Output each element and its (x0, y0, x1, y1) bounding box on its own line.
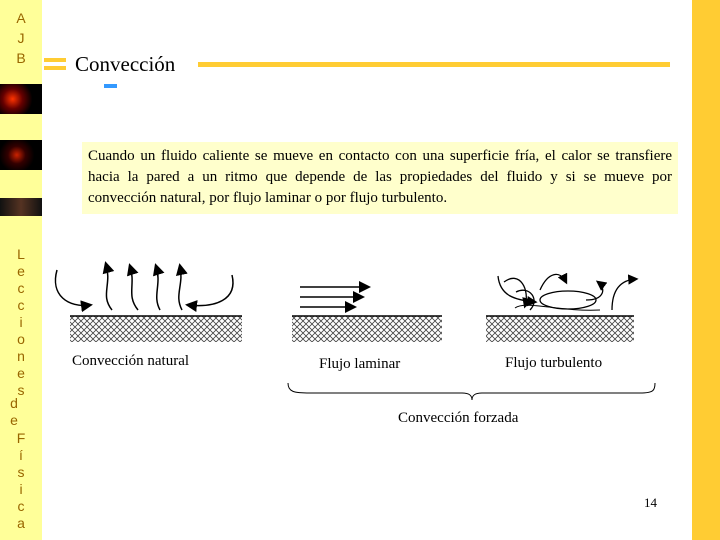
description-paragraph: Cuando un fluido caliente se mueve en contacto con una superficie fría, el calor se transfiere hacia la pared a un ritmo que depende de las propiedades del fluido y si se mueve por convección natural, por flujo laminar o por flujo turbulento. (82, 142, 678, 214)
laminar-flow-figure (292, 287, 442, 342)
sidebar-letter-b: B (16, 50, 26, 66)
turbulent-flow-label: Flujo turbulento (505, 355, 603, 371)
sidebar-vertical-letter: i (19, 314, 23, 330)
turbulent-flow-figure (486, 274, 636, 342)
sidebar-vertical-letter: o (17, 331, 25, 347)
sidebar-letter-j: J (17, 30, 25, 46)
forced-convection-label: Convección forzada (398, 410, 519, 426)
laminar-flow-label: Flujo laminar (319, 356, 401, 372)
natural-convection-figure (55, 264, 242, 342)
sidebar-vertical-letter: e (17, 365, 25, 381)
forced-convection-brace (288, 383, 655, 400)
sidebar-vertical-letter: c (17, 280, 25, 296)
sidebar-vertical-letter: c (17, 498, 25, 514)
sidebar-vertical-letter: F (16, 430, 26, 446)
sidebar-vertical-letter: c (17, 297, 25, 313)
sidebar-vertical-letter: s (17, 464, 25, 480)
natural-convection-label: Convección natural (72, 353, 190, 369)
sidebar-vertical-letter: e (17, 263, 25, 279)
sidebar-letter-a: A (16, 10, 26, 26)
page-number: 14 (644, 495, 657, 510)
sidebar-vertical-letter: n (17, 348, 25, 364)
sidebar-vertical-letter: d (10, 395, 18, 411)
sidebar-vertical-letter: i (19, 481, 23, 497)
sidebar-vertical-letter: e (10, 412, 18, 428)
sidebar-vertical-letter: a (17, 515, 25, 531)
sidebar-vertical-letter: L (17, 246, 25, 262)
sidebar-vertical-letter: s (17, 382, 25, 398)
slide-title: Convección (75, 52, 176, 76)
sidebar-vertical-letter: í (19, 447, 23, 463)
